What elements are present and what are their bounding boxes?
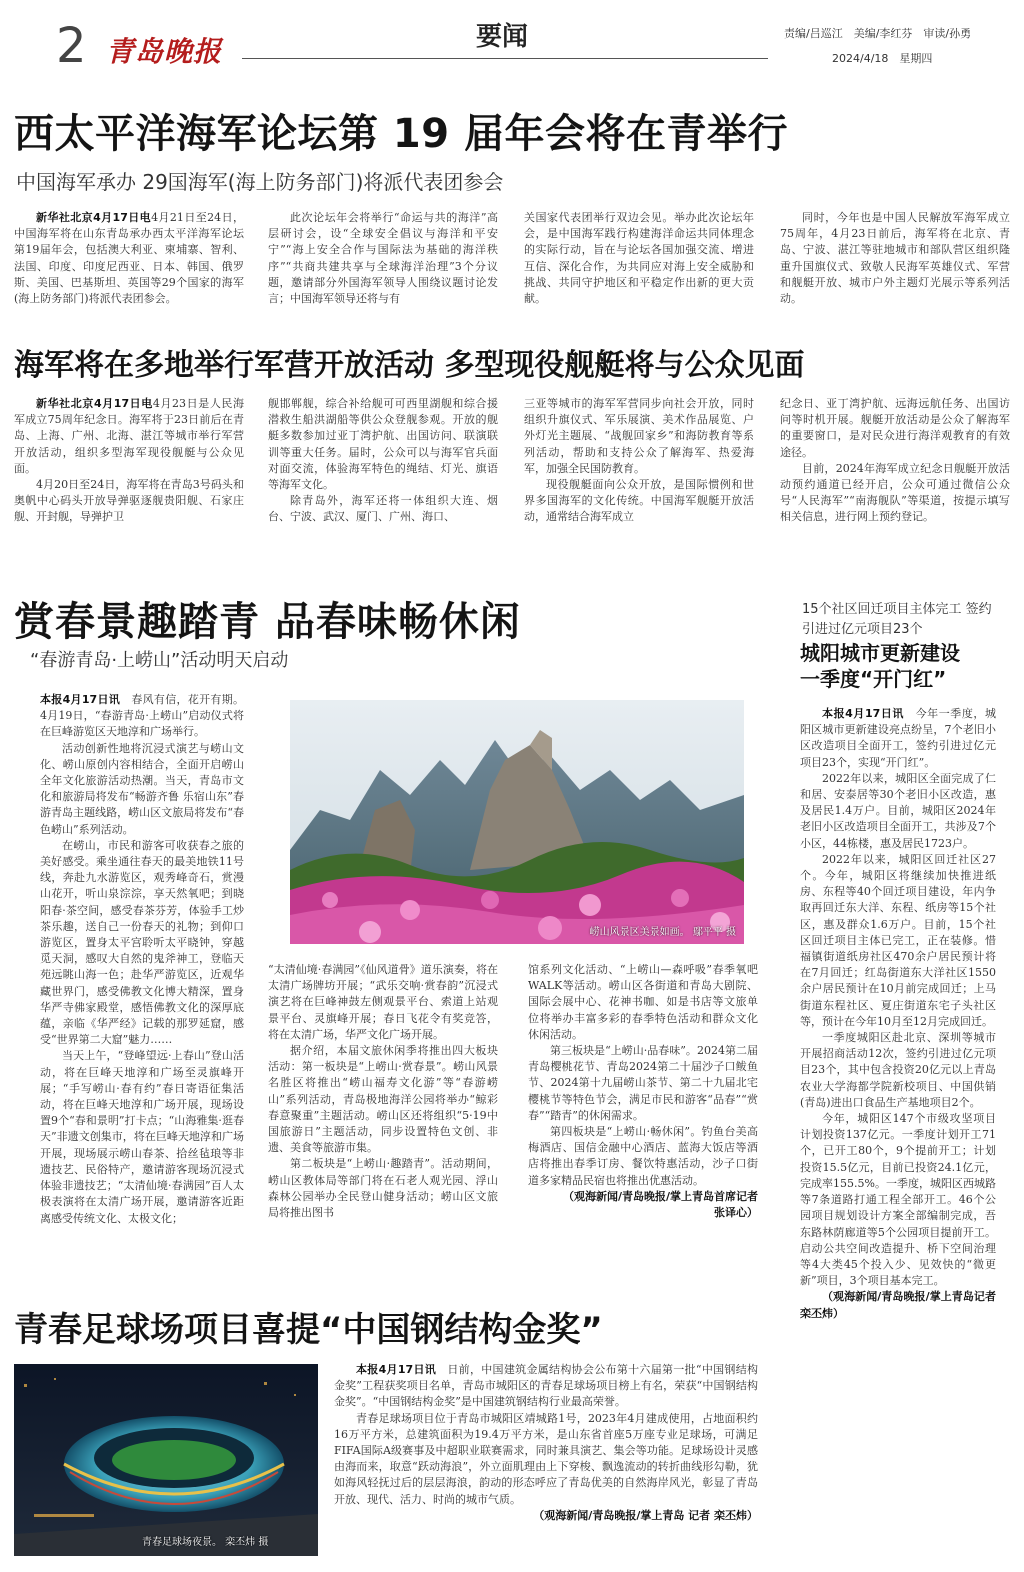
page-number: 2 [56,18,87,74]
story2-col2a: 舰邯郸舰，综合补给舰可可西里湖舰和综合援潜救生船洪湖船等供公众登舰参观。开放的舰艇多数参加过亚丁湾护航、出国访问、联演联训等重大任务。届时，公众可以与海军官兵面对面交流，体验海军特色的绳结、灯光、旗语等海军文化。 [268,397,498,492]
story3-col3-p0: 馆系列文化活动、“上崂山—森呼吸”春季氧吧WALK等活动。崂山区各街道和青岛大剧院、国际会展中心、花神书咖、如是书店等文旅单位将举办丰富多彩的春季特色活动和群众文化休闲活动。 [528,963,758,1041]
story1-headline: 西太平洋海军论坛第 19 届年会将在青举行 [14,111,789,157]
story4-kicker: 15个社区回迁项目主体完工 签约引进过亿元项目23个 [802,602,992,637]
story4-p4: 今年，城阳区147个市级攻坚项目计划投资137亿元。一季度计划开工71个，已开工80个，9个提前开工；计划投资15.5亿元，目前已投资24.1亿元，完成率155.5%。一季度，城阳区西城路等7条道路打通工程全部开工。46个公园项目规划设计方案全部编制完成，吾东路林荫廊道等5个公园项目提前开工。启动公共空间改造提升、桥下空间治理等4大类45个投入少、见效快的“微更新”项目，3个项目基本完工。 [800,1112,996,1288]
story4-p1: 2022年以来，城阳区全面完成了仁和居、安泰居等30个老旧小区改造，惠及居民1.4万户。目前，城阳区2024年老旧小区改造项目全面开工，共涉及7个小区，44栋楼，惠及居民1723户。 [800,771,996,850]
story2-col1 [14,396,244,552]
story2-headline: 海军将在多地举行军营开放活动 多型现役舰艇将与公众见面 [14,348,805,383]
story3-col3 [528,962,758,1278]
story5-p0: 日前，中国建筑金属结构协会公布第十六届第一批“中国钢结构金奖”工程获奖项目名单，青岛市城阳区的青春足球场项目榜上有名，荣获“中国钢结构金奖”。“中国钢结构金奖”是中国建筑钢结构行业最高荣誉。 [334,1363,758,1409]
story1-col1 [14,210,244,330]
laoshan-photo [290,700,744,944]
stadium-photo-caption: 青春足球场夜景。 栾丕炜 摄 [142,1537,269,1548]
story3-col2-p1: 据介绍，本届文旅休闲季将推出四大板块活动：第一板块是“上崂山·赏春景”。崂山风景名胜区将推出“崂山福寿文化游”等“春游崂山”系列活动，青岛极地海洋公园将举办“鲸彩春意聚重”主题活动。崂山区还将组织“5·19中国旅游日”主题活动，同步设置特色文创、非遗、美食等旅游市集。 [268,1044,498,1155]
story2-col1a: 4月23日是人民海军成立75周年纪念日。海军将于23日前后在青岛、上海、广州、北海、湛江等城市举行军营开放活动，组织多型海军现役舰艇与公众见面。 [14,397,244,475]
story4-headline-line2: 一季度“开门红” [800,667,947,691]
story5-headline: 青春足球场项目喜提“中国钢结构金奖” [14,1310,603,1350]
editor-line: 责编/吕巡江 美编/李红芬 审读/孙勇 [784,27,972,40]
story3-col3-p2: 第四板块是“上崂山·畅休闲”。钓鱼台美高梅酒店、国信金融中心酒店、蓝海大饭店等酒店将推出春季订房、餐饮特惠活动，沙子口街道多家精品民宿也将推出优惠活动。 [528,1125,758,1187]
story2-dateline: 新华社北京4月17日电 [36,397,153,410]
story1-col1-text: 4月21日至24日，中国海军将在山东青岛承办西太平洋海军论坛第19届年会，包括澳大利亚、柬埔寨、智利、法国、印度、印度尼西亚、日本、韩国、俄罗斯、美国、巴基斯坦、英国等29个国家的海军(海上防务部门)将派代表团参会。 [14,211,244,306]
section-label: 要闻 [476,22,529,52]
story2-col4 [780,396,1010,552]
paper-name-logo: 青岛晚报 [106,35,223,68]
story3-col1-p2: 在崂山，市民和游客可收获春之旅的美好感受。乘坐通往春天的最美地铁11号线，奔赴九水游览区，观秀峰奇石，赏漫山花开，听山泉淙淙，享天然氧吧；到晓阳春·茶空间，感受春茶芬芳，体验手工炒茶乐趣，送自己一份春天的礼物；到仰口游览区，置身太平宫聆听太平晓钟，穿越觅天洞，感叹大自然的鬼斧神工，登临天苑远眺山海一色；赴华严游览区，近观华藏世界门，感受佛教文化博大精深，置身华严寺佛家殿堂，感悟佛教文化的深厚底蕴，亲临《华严经》记载的那罗延窟，感受“世界第二大窟”魅力…… [40,838,244,1047]
story4-body [800,706,996,1558]
story5-byline: （观海新闻/青岛晚报/掌上青岛 记者 栾丕炜） [533,1508,758,1522]
story2-col3 [524,396,754,552]
laoshan-photo-caption: 崂山风景区美景如画。 鄢平平 摄 [589,927,736,938]
laoshan-scene-graphic [290,700,744,944]
story2-col4b: 目前，2024年海军成立纪念日舰艇开放活动预约通道已经开启，公众可通过微信公众号“人民海军”“南海舰队”等渠道，按提示填写相关信息，进行网上预约登记。 [780,461,1010,524]
story1-col4-text: 同时，今年也是中国人民解放军海军成立75周年，4月23日前后，海军将在北京、青岛、宁波、湛江等驻地城市和部队营区组织隆重升国旗仪式、致敬人民海军英雄仪式、军营和舰艇开放、城市户外主题灯光展示等系列活动。 [780,211,1010,306]
story2-col4a: 纪念日、亚丁湾护航、远海远航任务、出国访问等时机开展。舰艇开放活动是公众了解海军的重要窗口，是对民众进行海洋观教育的有效途径。 [780,397,1010,459]
story3-col2-p2: 第二板块是“上崂山·趣踏青”。活动期间，崂山区教体局等部门将在石老人观光园、浮山森林公园举办全民登山健身活动；崂山区文旅局将推出图书 [268,1157,498,1220]
story1-col3-text: 关国家代表团举行双边会见。举办此次论坛年会，是中国海军践行构建海洋命运共同体理念的实际行动，旨在与论坛各国加强交流、增进互信、深化合作，为共同应对海上安全威胁和挑战、共同守护地区和平稳定作出新的更大贡献。 [524,211,754,306]
story2-col1b: 4月20日至24日，海军将在青岛3号码头和奥帆中心码头开放导弹驱逐舰贵阳舰、石家庄舰、开封舰，导弹护卫 [14,478,244,524]
story3-col1-p0: 春风有信，花开有期。4月19日，“春游青岛·上崂山”启动仪式将在巨峰游览区天地淳和广场举行。 [40,693,244,739]
story1-dateline: 新华社北京4月17日电 [36,211,152,224]
story1-col4 [780,210,1010,330]
story1-col2-text: 此次论坛年会将举行“命运与共的海洋”高层研讨会，设“全球安全倡议与海洋和平安宁”“海上安全合作与国际法为基础的海洋秩序”“共商共建共享与全球海洋治理”3个分议题，邀请部分外国海军领导人围绕议题讨论发言；中国海军领导还将与有 [268,211,498,306]
story3-col1-p1: 活动创新性地将沉浸式演艺与崂山文化、崂山原创内容相结合，全面开启崂山全年文化旅游活动热潮。当天，青岛市文化和旅游局将发布“畅游齐鲁 乐宿山东”春游青岛主题线路，崂山区文旅局将发布“春色崂山”系列活动。 [40,741,244,836]
story1-col2 [268,210,498,330]
story2-col2 [268,396,498,552]
story2-col2b: 除青岛外，海军还将一体组织大连、烟台、宁波、武汉、厦门、广州、海口、 [268,494,498,524]
story3-col2 [268,962,498,1278]
stadium-night-graphic [14,1364,318,1556]
story2-col3b: 现役舰艇面向公众开放，是国际惯例和世界多国海军的文化传统。中国海军舰艇开放活动，通常结合海军成立 [524,478,754,524]
story1-col3 [524,210,754,330]
story2-col3a: 三亚等城市的海军军营同步向社会开放，同时组织升旗仪式、军乐展演、美术作品展览、户外灯光主题展、“战舰回家乡”和海防教育等系列活动，帮助和支持公众了解海军、热爱海军，加强全民国防教育。 [524,397,754,475]
story5-body [334,1362,758,1562]
date-line: 2024/4/18 星期四 [832,52,933,65]
story1-subhead: 中国海军承办 29国海军(海上防务部门)将派代表团参会 [16,170,504,194]
story3-col3-p1: 第三板块是“上崂山·品春味”。2024第二届青岛樱桃花节、青岛2024第二十届沙子口鲅鱼节、2024第十九届崂山茶节、第二十九届北宅樱桃节等特色节会，满足市民和游客“品春”“赏春”“踏青”的休闲需求。 [528,1044,758,1122]
story4-headline-line1: 城阳城市更新建设 [800,641,960,665]
story4-p2: 2022年以来，城阳区回迁社区27个。今年，城阳区将继续加快推进纸房、东程等40个回迁项目建设，年内争取再回迁东大洋、东程、纸房等15个社区，惠及群众1.6万户。目前，15个社区回迁项目主体已完工，正在装修。惜福镇街道纸房社区470余户居民预计将在7月回迁；红岛街道东大洋社区1550余户居民预计在10月前完成回迁；上马街道东程社区、夏庄街道东宅子头社区等，预计在今年10月至12月完成回迁。 [800,852,996,1028]
masthead-rule [242,58,768,59]
story5-p1: 青春足球场项目位于青岛市城阳区靖城路1号，2023年4月建成使用，占地面积约16万平方米，总建筑面积为19.4万平方米，是山东省首座5万座专业足球场，可满足FIFA国际A级赛事及中超职业联赛需求，同时兼具演艺、集会等功能。足球场设计灵感由海而来，取意“跃动海浪”，外立面肌理由上下穿梭、飘逸流动的转折曲线形勾勒，犹如海风轻抚过后的层层海浪，韵动的形态呼应了青岛优美的自然海岸风光，彰显了青岛开放、现代、活力、时尚的城市气质。 [334,1411,758,1506]
story4-byline: （观海新闻/青岛晚报/掌上青岛记者 栾丕炜） [800,1290,996,1320]
story3-byline: （观海新闻/青岛晚报/掌上青岛首席记者 张译心） [562,1189,758,1220]
stadium-photo [14,1364,318,1556]
story3-dateline: 本报4月17日讯 [40,693,121,706]
story3-col1 [40,692,244,1278]
story3-headline: 赏春景趣踏青 品春味畅休闲 [14,599,521,645]
story3-col2-p0: “太清仙境·春满园”《仙风道骨》道乐演奏，将在太清广场牌坊开展；“武乐交响·赏春韵”沉浸式演艺将在巨峰神鼓左侧观景平台、索道上站观景平台、灵旗峰开展；春日飞花令有奖竞答，将在太清广场，华严文化广场开展。 [268,963,498,1041]
story4-dateline: 本报4月17日讯 [822,707,904,720]
story4-p3: 一季度城阳区赴北京、深圳等城市开展招商活动12次，签约引进过亿元项目23个，其中包含投资20亿元以上青岛农业大学海都学院新校项目、中国供销(青岛)进出口食品生产基地项目2个。 [800,1031,996,1109]
story4-p0: 今年一季度，城阳区城市更新建设亮点纷呈，7个老旧小区改造项目全面开工，签约引进过亿元项目23个，实现“开门红”。 [800,707,996,769]
story3-col1-p3: 当天上午，“登峰望远·上春山”登山活动，将在巨峰天地淳和广场至灵旗峰开展；“手写崂山·春有约”春日寄语征集活动，将在巨峰天地淳和广场开展，现场设置9个“春和景明”打卡点；“山海雅集·逛春天”非遗文创集市，将在巨峰天地淳和广场开展，现场展示崂山春茶、拾丝毡琅等非遗技艺、民俗特产，邀请游客现场沉浸式体验非遗技艺；“太清仙境·春满园”百人太极表演将在太清广场开展，邀请游客近距离感受传统文化、太极文化； [40,1049,244,1225]
story3-subhead: “春游青岛·上崂山”活动明天启动 [30,650,289,671]
story5-dateline: 本报4月17日讯 [356,1363,437,1376]
